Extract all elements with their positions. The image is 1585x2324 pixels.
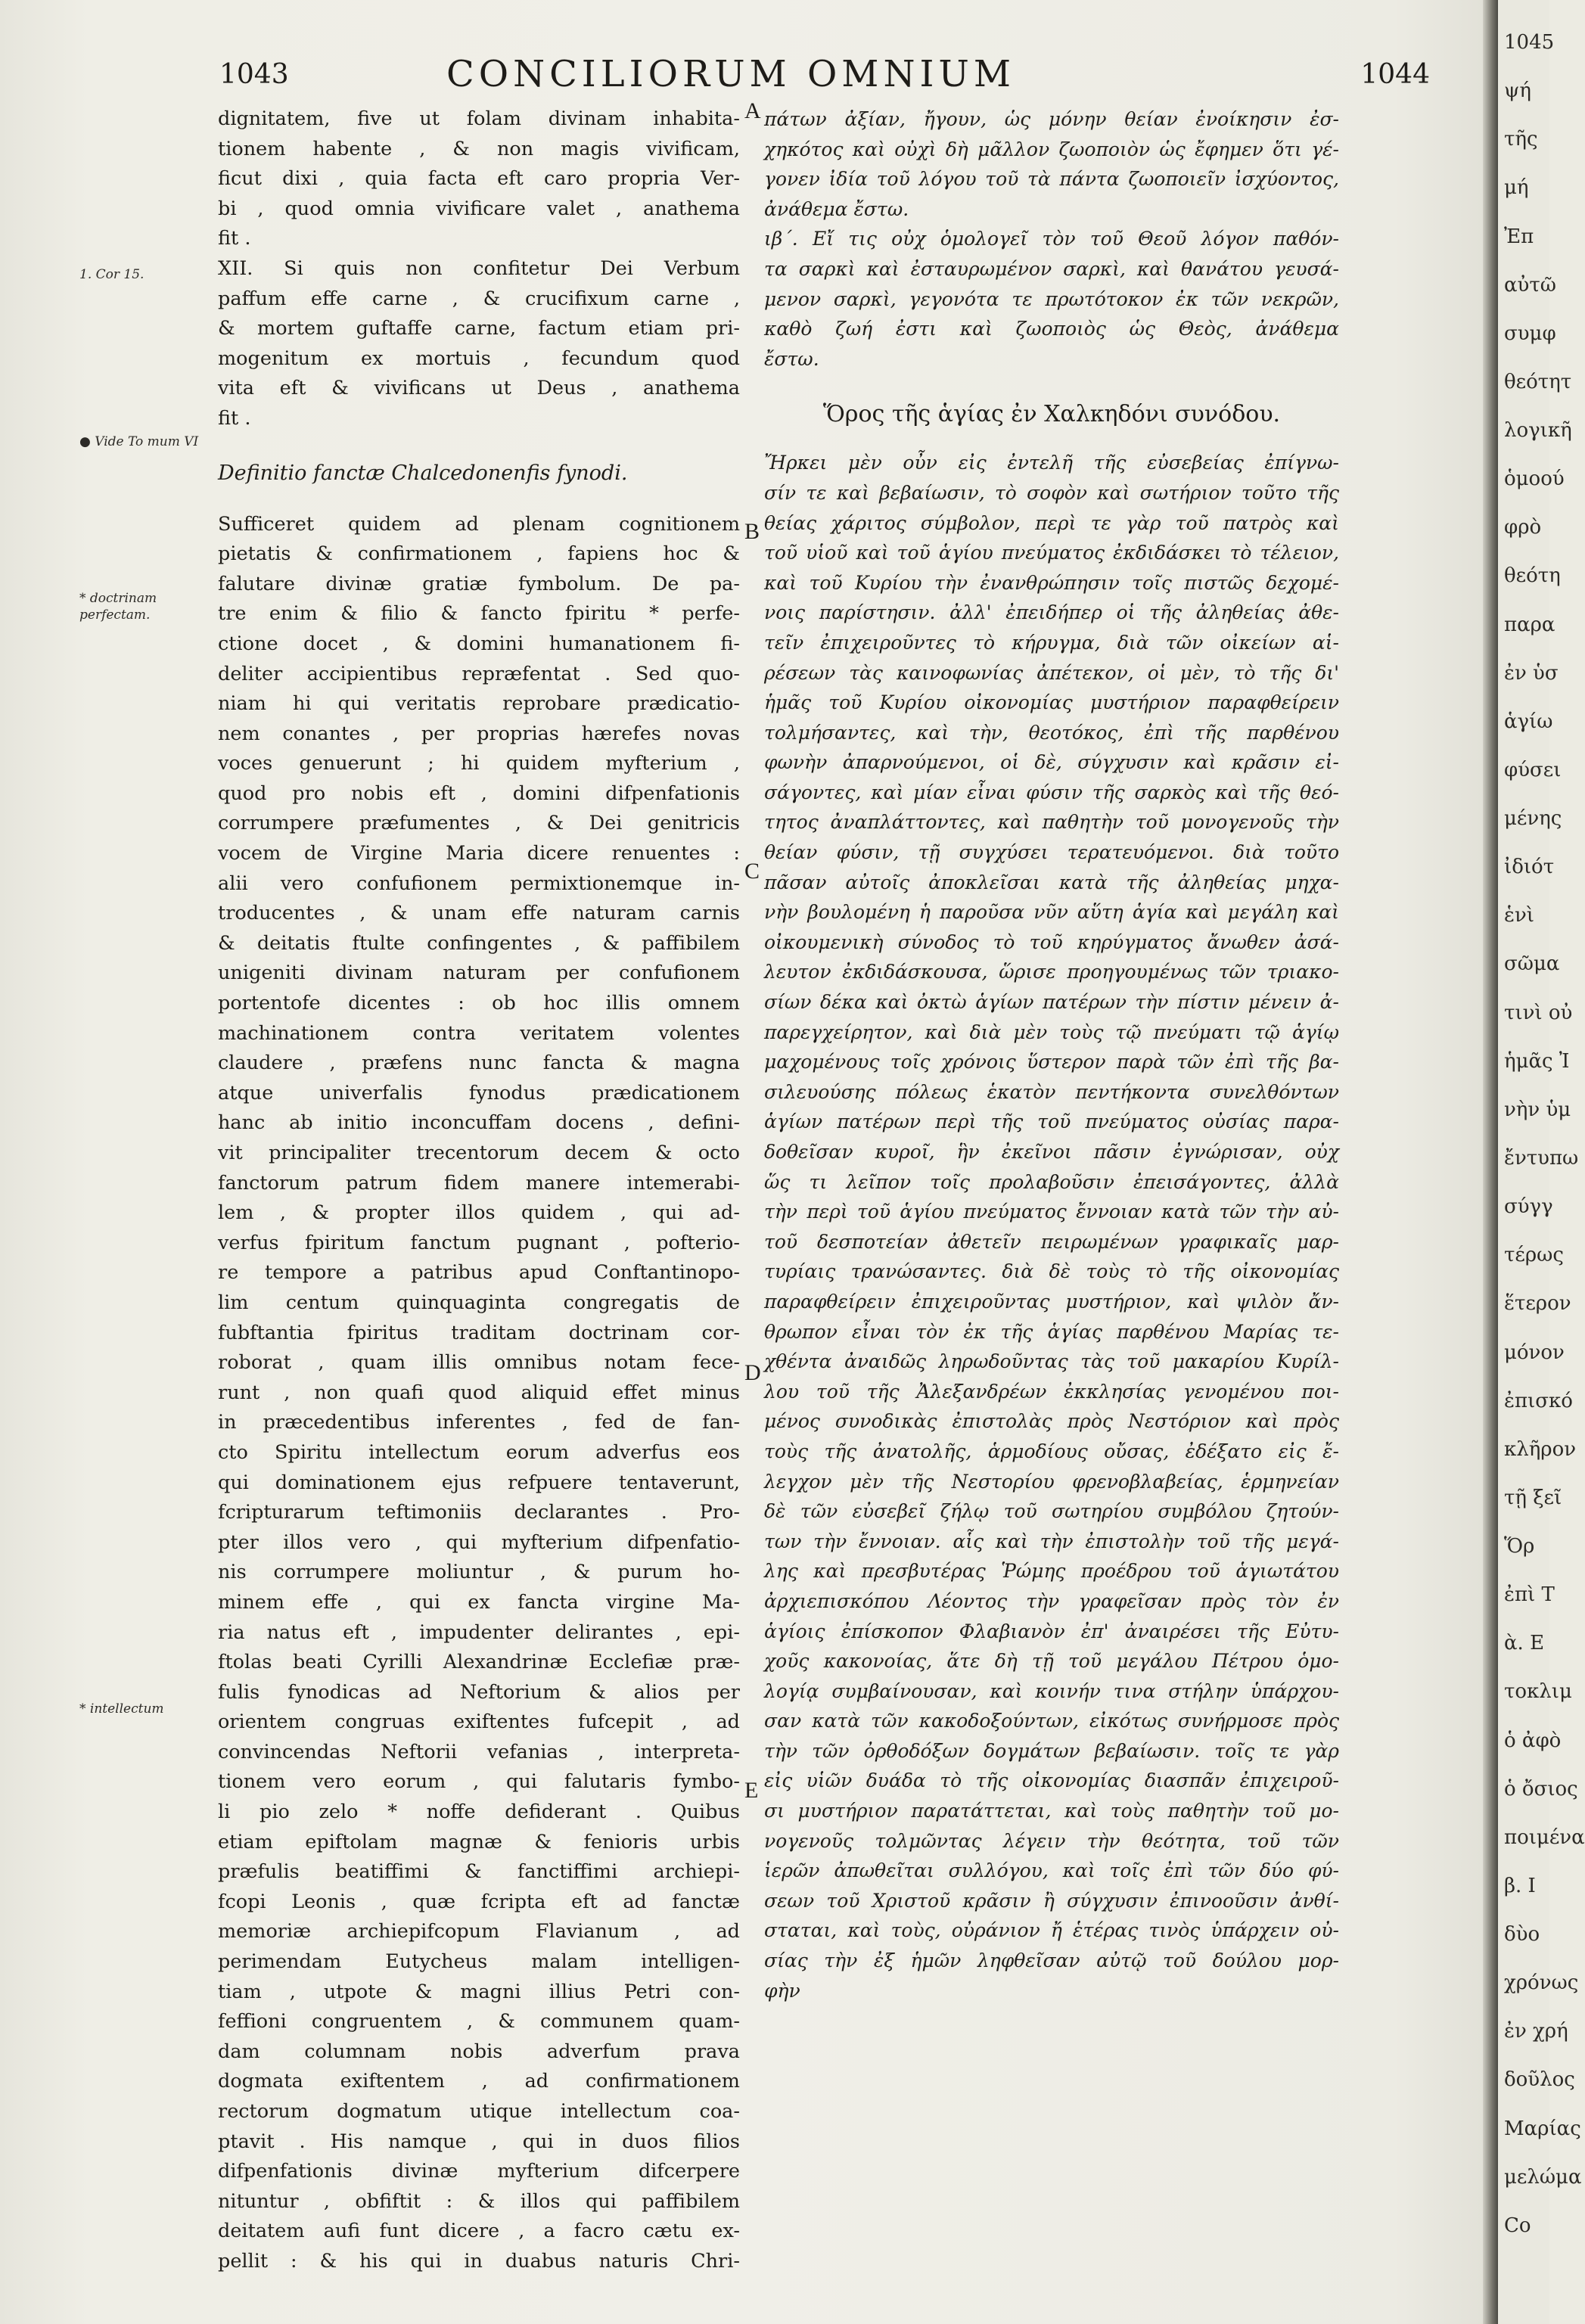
greek-text-line: τοῦ δεσποτείαν ἀθετεῖν πειρωμένων γραφικαῖς μαρ- [764, 1230, 1339, 1253]
greek-text-line: τὴν περὶ τοῦ ἁγίου πνεύματος ἔννοιαν κατὰ τῶν τὴν αὐ- [764, 1201, 1339, 1223]
greek-definition-body [764, 448, 1339, 2006]
greek-text-line: ἡμᾶς τοῦ Κυρίου οἰκονομίας μυστήριον παραφθείρειν [764, 691, 1339, 714]
greek-text-line: ἱερῶν ἀπωθεῖται συλλόγου, καὶ τοῖς ἐπὶ τῶν δύο φύ- [764, 1860, 1339, 1882]
latin-text-line: bi , quod omnia vivificare valet , anathema [218, 197, 740, 220]
greek-text-line: θείας χάριτος σύμβολον, περὶ τε γὰρ τοῦ πατρὸς καὶ [764, 511, 1339, 534]
adjacent-page-fragment: ἁγίω [1504, 710, 1553, 733]
latin-text-line: alii vero confufionem permixtionemque in- [218, 872, 740, 895]
adjacent-page-fragment: φρὸ [1504, 516, 1542, 539]
latin-text-line: tiam , utpote & magni illius Petri con- [218, 1980, 740, 2003]
latin-text-line: Sufficeret quidem ad plenam cognitionem [218, 512, 740, 536]
adjacent-page-fragment: σῶμα [1504, 952, 1560, 975]
latin-text-line: pietatis & confirmationem , fapiens hoc & [218, 542, 740, 566]
greek-text-line: σταται, καὶ τοὺς, οὐράνιον ἤ ἑτέρας τινὸς ὑπάρχειν οὐ- [764, 1919, 1339, 1942]
page-number-right: 1044 [1360, 59, 1430, 90]
latin-text-line: pellit : & his qui in duabus naturis Chri- [218, 2249, 740, 2273]
latin-text-line: & deitatis ftulte confingentes , & paffibilem [218, 931, 740, 955]
greek-text-line: νογενοῦς τολμῶντας λέγειν τὴν θεότητα, τοῦ τῶν [764, 1829, 1339, 1852]
adjacent-page-fragment: σύγγ [1504, 1195, 1553, 1218]
section-marker-a: A [744, 98, 761, 123]
greek-text-line: ἔστω. [764, 347, 819, 370]
greek-text-line: μένος συνοδικὰς ἐπιστολὰς πρὸς Νεστόριον καὶ πρὸς [764, 1410, 1339, 1433]
greek-text-line: καὶ τοῦ Κυρίου τὴν ἐνανθρώπησιν τοῖς πιστῶς δεχομέ- [764, 571, 1339, 594]
latin-top-paragraph [218, 104, 740, 254]
latin-text-line: vita eft & vivificans ut Deus , anathema [218, 377, 740, 400]
latin-text-line: unigeniti divinam naturam per confufionem [218, 962, 740, 985]
greek-text-line: σίας τὴν ἐξ ἡμῶν ληφθεῖσαν αὐτῷ τοῦ δούλου μορ- [764, 1950, 1339, 1972]
greek-text-line: φωνὴν ἀπαρνούμενοι, οἱ δὲ, σύγχυσιν καὶ κρᾶσιν εἰ- [764, 751, 1339, 774]
adjacent-page-fragment: ἐπισκό [1504, 1390, 1573, 1412]
greek-text-line: μενον σαρκὶ, γεγονότα τε πρωτότοκον ἐκ τῶν νεκρῶν, [764, 287, 1339, 310]
latin-text-line: dogmata exiftentem , ad confirmationem [218, 2070, 740, 2093]
greek-text-line: δοθεῖσαν κυροῖ, ἣν ἐκεῖνοι πᾶσιν ἐγνώρισαν, οὐχ [764, 1141, 1339, 1163]
greek-text-line: πάτων ἀξίαν, ἤγουν, ὡς μόνην θείαν ἐνοίκησιν ἐσ- [764, 108, 1339, 130]
adjacent-page-fragment: δὺο [1504, 1923, 1540, 1946]
greek-text-line: σαν κατὰ τῶν κακοδοξούντων, εἰκότως συνήρμοσε πρὸς [764, 1710, 1339, 1732]
latin-text-line: pter illos vero , qui myfterium difpenfatio- [218, 1530, 740, 1554]
adjacent-page-fragment: τέρως [1504, 1244, 1564, 1266]
latin-text-line: tionem vero eorum , qui falutaris fymbo- [218, 1770, 740, 1794]
latin-text-line: verfus fpiritum fanctum pugnant , pofterio- [218, 1231, 740, 1254]
latin-text-line: deliter accipientibus repræfentat . Sed quo- [218, 662, 740, 685]
latin-text-line: perimendam Eutycheus malam intelligen- [218, 1950, 740, 1974]
latin-text-line: tionem habente , & non magis vivificam, [218, 137, 740, 160]
greek-text-line: ἀρχιεπισκόπου Λέοντος τὴν γραφεῖσαν πρὸς τὸν ἐν [764, 1589, 1339, 1612]
adjacent-page-fragment: κλῆρον [1504, 1438, 1577, 1461]
latin-text-line: machinationem contra veritatem volentes [218, 1021, 740, 1045]
greek-text-line: οἰκουμενικὴ σύνοδος τὸ τοῦ κηρύγματος ἄνωθεν ἀσά- [764, 931, 1339, 953]
latin-text-line: nem conantes , per proprias hærefes novas [218, 722, 740, 745]
greek-text-line: παρεγχείρητον, καὶ διὰ μὲν τοὺς τῷ πνεύματι τῷ ἁγίῳ [764, 1021, 1339, 1043]
adjacent-page-fragment: λογικῆ [1504, 419, 1572, 442]
greek-text-line: χθέντα ἀναιδῶς ληρωδοῦντας τὰς τοῦ μακαρίου Κυρίλ- [764, 1350, 1339, 1373]
latin-text-line: hanc ab initio inconcuffam docens , defini- [218, 1111, 740, 1135]
greek-text-line: τὴν τῶν ὀρθοδόξων δογμάτων βεβαίωσιν. τοῖς τε γὰρ [764, 1739, 1339, 1762]
latin-text-line: vocem de Virgine Maria dicere renuentes : [218, 842, 740, 865]
latin-text-line: roborat , quam illis omnibus notam fece- [218, 1351, 740, 1375]
adjacent-page-fragment: τῇ ξεῖ [1504, 1487, 1562, 1509]
latin-text-line: vit principaliter trecentorum decem & octo [218, 1142, 740, 1164]
latin-text-line: præfulis beatiffimi & fanctiffimi archiepi- [218, 1860, 740, 1884]
adjacent-page-fragment: συμφ [1504, 322, 1556, 345]
latin-text-line: orientem congruas exiftentes fufcepit , ad [218, 1710, 740, 1734]
latin-text-line: nis corrumpere moliuntur , & purum ho- [218, 1561, 740, 1584]
adjacent-page-fragment: μόνον [1504, 1341, 1565, 1364]
adjacent-page-fragment: Ἐπ [1504, 225, 1534, 248]
latin-text-line: in præcedentibus inferentes , fed de fan- [218, 1411, 740, 1434]
greek-text-line: τα σαρκὶ καὶ ἐσταυρωμένον σαρκὶ, καὶ θανάτου γευσά- [764, 257, 1339, 280]
adjacent-page-fragment: τοκλιμ [1504, 1680, 1572, 1703]
adjacent-page-fragment: ὁ ἀφὸ [1504, 1729, 1562, 1752]
greek-text-line: σίων δέκα καὶ ὀκτὼ ἁγίων πατέρων τὴν πίστιν μένειν ἀ- [764, 991, 1339, 1014]
greek-text-line: τεῖν ἐπιχειροῦντες τὸ κήρυγμα, διὰ τῶν οἰκείων αἱ- [764, 631, 1339, 654]
adjacent-page-fragment: ἐπὶ Τ [1504, 1583, 1555, 1606]
latin-definition-body [218, 510, 740, 2277]
adjacent-page-fragment: 1045 [1504, 31, 1555, 54]
latin-text-line: XII. Si quis non confitetur Dei Verbum [218, 256, 740, 280]
margin-note-intellectum: * intellectum [79, 1701, 164, 1717]
latin-text-line: falutare divinæ gratiæ fymbolum. De pa- [218, 572, 740, 595]
latin-text-line: li pio zelo * noffe defiderant . Quibus [218, 1800, 740, 1824]
latin-definition-heading: Definitio fanctæ Chalcedonenfis fynodi. [218, 461, 628, 485]
latin-text-line: cto Spiritu intellectum eorum adverfus eos [218, 1440, 740, 1464]
latin-text-line: troducentes , & unam effe naturam carnis [218, 902, 740, 925]
greek-text-line: γονεν ἰδία τοῦ λόγου τοῦ τὰ πάντα ζωοποιεῖν ἰσχύοντος, [764, 168, 1339, 191]
adjacent-page-fragment: παρα [1504, 614, 1555, 636]
greek-text-line: τητος ἀναπλάττοντες, καὶ παθητὴν τοῦ μονογενοῦς τὴν [764, 811, 1339, 834]
latin-canon-xii [218, 254, 740, 434]
greek-text-line: παραφθείρειν ἐπιχειροῦντας μυστήριον, καὶ ψιλὸν ἄν- [764, 1290, 1339, 1313]
greek-text-line: σι μυστήριον παρατάττεται, καὶ τοὺς παθητὴν τοῦ μο- [764, 1800, 1339, 1822]
latin-text-line: fubftantia fpiritus traditam doctrinam cor- [218, 1321, 740, 1344]
greek-text-line: ἁγίοις ἐπίσκοπον Φλαβιανὸν ἐπ' ἀναιρέσει τῆς Εὐτυ- [764, 1620, 1339, 1642]
adjacent-page-fragment: μένης [1504, 807, 1562, 830]
adjacent-page-fragment: ποιμένα [1504, 1826, 1585, 1849]
running-header [219, 53, 1430, 98]
book-gutter [1483, 0, 1498, 2324]
greek-definition-heading: Ὅρος τῆς ἁγίας ἐν Χαλκηδόνι συνόδου. [822, 401, 1281, 428]
latin-text-line: ftolas beati Cyrilli Alexandrinæ Ecclefiæ præ- [218, 1651, 740, 1674]
greek-text-line: ρέσεων τὰς καινοφωνίας ἀπέτεκον, οἱ μὲν, τὸ τῆς δι' [764, 661, 1339, 684]
latin-text-line: runt , non quafi quod aliquid effet minus [218, 1381, 740, 1404]
latin-text-line: fcripturarum teftimoniis declarantes . Pro- [218, 1501, 740, 1524]
latin-text-line: nituntur , obfiftit : & illos qui paffibilem [218, 2189, 740, 2213]
latin-text-line: portentofe dicentes : ob hoc illis omnem [218, 992, 740, 1015]
adjacent-page-fragment: Μαρίας [1504, 2117, 1581, 2140]
adjacent-page-fragment: αὐτῶ [1504, 274, 1556, 297]
latin-text-line: lem , & propter illos quidem , qui ad- [218, 1201, 740, 1225]
adjacent-page-fragment: ψή [1504, 79, 1531, 102]
adjacent-page-fragment: τῆς [1504, 128, 1538, 151]
adjacent-page-fragment: φύσει [1504, 759, 1562, 781]
greek-text-line: καθὸ ζωή ἐστι καὶ ζωοποιὸς ὡς Θεὸς, ἀνάθεμα [764, 318, 1339, 340]
latin-text-line: deitatem aufi funt dicere , a facro cætu ex- [218, 2220, 740, 2243]
latin-text-line: claudere , præfens nunc fancta & magna [218, 1052, 740, 1075]
greek-text-line: τυρίαις τρανώσαντες. διὰ δὲ τοὺς τὸ τῆς οἰκονομίας [764, 1260, 1339, 1283]
adjacent-page-fragment: δοῦλος [1504, 2068, 1575, 2091]
latin-text-line: ria natus eft , impudenter delirantes , epi- [218, 1620, 740, 1644]
section-marker-c: C [744, 859, 760, 884]
adjacent-page-fragment: ὁ ὄσιος [1504, 1778, 1578, 1800]
latin-text-line: & mortem guftaffe carne, factum etiam pri- [218, 317, 740, 340]
greek-text-line: μαχομένους τοῖς χρόνοις ὕστερον παρὰ τῶν ἐπὶ τῆς βα- [764, 1051, 1339, 1073]
adjacent-page-fragment: νὴν ὑμ [1504, 1098, 1571, 1121]
greek-text-line: νὴν βουλομένη ἡ παροῦσα νῦν αὕτη ἁγία καὶ μεγάλη καὶ [764, 901, 1339, 924]
adjacent-page-fragment: μελώμα [1504, 2166, 1582, 2189]
latin-text-line: atque univerfalis fynodus prædicationem [218, 1081, 740, 1105]
latin-text-line: rectorum dogmatum utique intellectum coa- [218, 2100, 740, 2123]
adjacent-page-fragment: ἐν ὑσ [1504, 662, 1559, 685]
greek-text-line: των τὴν ἔννοιαν. αἷς καὶ τὴν ἐπιστολὴν τοῦ τῆς μεγά- [764, 1530, 1339, 1552]
greek-text-line: χοῦς κακονοίας, ἅτε δὴ τῇ τοῦ μεγάλου Πέτρου ὁμο- [764, 1650, 1339, 1673]
greek-text-line: ιβ΄. Εἴ τις οὐχ ὁμολογεῖ τὸν τοῦ Θεοῦ λόγον παθόν- [764, 228, 1339, 250]
adjacent-page-fragment: θεότητ [1504, 371, 1572, 393]
greek-text-line: τοῦ υἱοῦ καὶ τοῦ ἁγίου πνεύματος ἐκδιδάσκει τὸ τέλειον, [764, 542, 1339, 564]
latin-text-line: niam hi qui veritatis reprobare prædicatio- [218, 692, 740, 716]
greek-text-line: λογίᾳ συμβαίνουσαν, καὶ κοινήν τινα στήλην ὑπάρχου- [764, 1679, 1339, 1702]
latin-text-line: ficut dixi , quia facta eft caro propria Ver- [218, 167, 740, 191]
latin-text-line: convincendas Neftorii vefanias , interpreta- [218, 1740, 740, 1763]
greek-text-line: ὥς τι λεῖπον τοῖς προλαβοῦσιν ἐπεισάγοντες, ἀλλὰ [764, 1170, 1339, 1193]
greek-text-line: λης καὶ πρεσβυτέρας Ῥώμης προέδρου τοῦ ἁγιωτάτου [764, 1560, 1339, 1583]
adjacent-page-fragment: Ὅρ [1504, 1535, 1535, 1558]
latin-text-line: paffum effe carne , & crucifixum carne , [218, 287, 740, 310]
latin-text-line: difpenfationis divinæ myfterium difcerpere [218, 2160, 740, 2183]
latin-text-line: lim centum quinquaginta congregatis de [218, 1291, 740, 1314]
page-number-left: 1043 [219, 59, 289, 90]
latin-text-line: dignitatem, five ut folam divinam inhabita- [218, 107, 740, 130]
latin-text-line: fcopi Leonis , quæ fcripta eft ad fanctæ [218, 1890, 740, 1913]
adjacent-page-fragment: ὁμοού [1504, 468, 1565, 490]
greek-text-line: τολμήσαντες, καὶ τὴν, θεοτόκος, ἐπὶ τῆς παρθένου [764, 721, 1339, 744]
section-marker-b: B [744, 519, 760, 544]
adjacent-page-fragment: Co [1504, 2214, 1531, 2237]
adjacent-page-fragment: β. Ι [1504, 1875, 1536, 1897]
margin-note-doctrinam: * doctrinam perfectam. [79, 591, 157, 623]
latin-text-line: tre enim & filio & fancto fpiritu * perfe- [218, 602, 740, 626]
latin-text-line: quod pro nobis eft , domini difpenfationis [218, 781, 740, 805]
greek-text-line: χηκότος καὶ οὐχὶ δὴ μᾶλλον ζωοποιὸν ὡς ἔφημεν ὅτι γέ- [764, 138, 1339, 160]
latin-text-line: re tempore a patribus apud Conftantinopo- [218, 1261, 740, 1285]
greek-text-line: τοὺς τῆς ἀνατολῆς, ἁρμοδίους οὔσας, ἐδέξατο εἰς ἔ- [764, 1440, 1339, 1462]
greek-column [764, 104, 1339, 2006]
latin-text-line: memoriæ archiepifcopum Flavianum , ad [218, 1920, 740, 1943]
greek-text-line: φὴν [764, 1979, 800, 2002]
margin-note-vide-tomum: ● Vide To mum VI [79, 434, 199, 449]
latin-text-line: qui dominationem ejus refpuere tentaverunt, [218, 1471, 740, 1494]
section-marker-d: D [744, 1360, 761, 1385]
latin-column [218, 104, 740, 2277]
greek-text-line: θρωπον εἶναι τὸν ἐκ τῆς ἁγίας παρθένου Μαρίας τε- [764, 1320, 1339, 1343]
adjacent-page-fragment: τινὶ οὐ [1504, 1002, 1573, 1024]
latin-text-line: fulis fynodicas ad Neftorium & alios per [218, 1680, 740, 1704]
adjacent-page-fragment: ὰ. Ε [1504, 1632, 1545, 1654]
latin-text-line: feffioni congruentem , & communem quam- [218, 2010, 740, 2034]
greek-text-line: εἰς υἱῶν δυάδα τὸ τῆς οἰκονομίας διασπᾶν ἐπιχειροῦ- [764, 1769, 1339, 1792]
latin-text-line: corrumpere præfumentes , & Dei genitricis [218, 812, 740, 835]
greek-canon-xii [764, 224, 1339, 374]
adjacent-page-fragment: μή [1504, 176, 1529, 199]
greek-text-line: νοις παρίστησιν. ἀλλ' ἐπειδήπερ οἱ τῆς ἀληθείας ἀθε- [764, 601, 1339, 624]
greek-text-line: σεων τοῦ Χριστοῦ κρᾶσιν ἢ σύγχυσιν ἐπινοοῦσιν ἀνθί- [764, 1889, 1339, 1912]
adjacent-page-fragment: ἕτερον [1504, 1292, 1571, 1315]
adjacent-page-fragment: θεότη [1504, 564, 1561, 587]
greek-text-line: πᾶσαν αὐτοῖς ἀποκλεῖσαι κατὰ τῆς ἀληθείας μηχα- [764, 871, 1339, 893]
greek-text-line: σάγοντες, καὶ μίαν εἶναι φύσιν τῆς σαρκὸς καὶ τῆς θεό- [764, 781, 1339, 803]
adjacent-page-fragment: ἔντυπω [1504, 1147, 1579, 1170]
latin-text-line: fit . [218, 227, 251, 250]
margin-note-corinthians: 1. Cor 15. [79, 267, 145, 282]
latin-text-line: ptavit . His namque , qui in duos filios [218, 2130, 740, 2153]
adjacent-page-fragment: ἡμᾶς Ἰ [1504, 1050, 1570, 1073]
latin-text-line: fit . [218, 406, 251, 430]
latin-text-line: fanctorum patrum fidem manere intemerabi- [218, 1171, 740, 1195]
latin-text-line: mogenitum ex mortuis , fecundum quod [218, 346, 740, 370]
greek-text-line: σιλευούσης πόλεως ἑκατὸν πεντήκοντα συνελθόντων [764, 1080, 1339, 1103]
greek-text-line: δὲ τῶν εὐσεβεῖ ζήλῳ τοῦ σωτηρίου συμβόλου ζητούν- [764, 1500, 1339, 1523]
greek-text-line: λευτον ἐκδιδάσκουσα, ὥρισε προηγουμένως τῶν τριακο- [764, 961, 1339, 983]
latin-text-line: dam columnam nobis adverfum prava [218, 2040, 740, 2063]
adjacent-page-fragment: ἐν χρή [1504, 2020, 1568, 2043]
greek-text-line: σίν τε καὶ βεβαίωσιν, τὸ σοφὸν καὶ σωτήριον τοῦτο τῆς [764, 481, 1339, 504]
latin-text-line: minem effe , qui ex fancta virgine Ma- [218, 1590, 740, 1614]
latin-text-line: etiam epiftolam magnæ & fenioris urbis [218, 1830, 740, 1853]
adjacent-page-fragment: ἑνὶ [1504, 904, 1534, 927]
greek-text-line: θείαν φύσιν, τῇ συγχύσει τερατευόμενοι. διὰ τοῦτο [764, 841, 1339, 864]
greek-text-line: ἀνάθεμα ἔστω. [764, 197, 909, 220]
adjacent-page-edge [1498, 0, 1585, 2324]
latin-text-line: ctione docet , & domini humanationem fi- [218, 632, 740, 655]
greek-top-paragraph [764, 104, 1339, 224]
greek-text-line: Ἤρκει μὲν οὖν εἰς ἐντελῆ τῆς εὐσεβείας ἐπίγνω- [764, 452, 1339, 474]
page-title: CONCILIORUM OMNIUM [446, 53, 1016, 95]
section-marker-e: E [744, 1778, 759, 1803]
adjacent-page-fragment: χρόνως [1504, 1971, 1579, 1994]
greek-text-line: ἁγίων πατέρων περὶ τῆς τοῦ πνεύματος οὐσίας παρα- [764, 1111, 1339, 1133]
greek-text-line: λεγχον μὲν τῆς Νεστορίου φρενοβλαβείας, ἑρμηνείαν [764, 1470, 1339, 1493]
adjacent-page-fragment: ἰδιότ [1504, 856, 1555, 878]
latin-text-line: voces genuerunt ; hi quidem myfterium , [218, 752, 740, 775]
greek-text-line: λου τοῦ τῆς Ἀλεξανδρέων ἐκκλησίας γενομένου ποι- [764, 1380, 1339, 1403]
